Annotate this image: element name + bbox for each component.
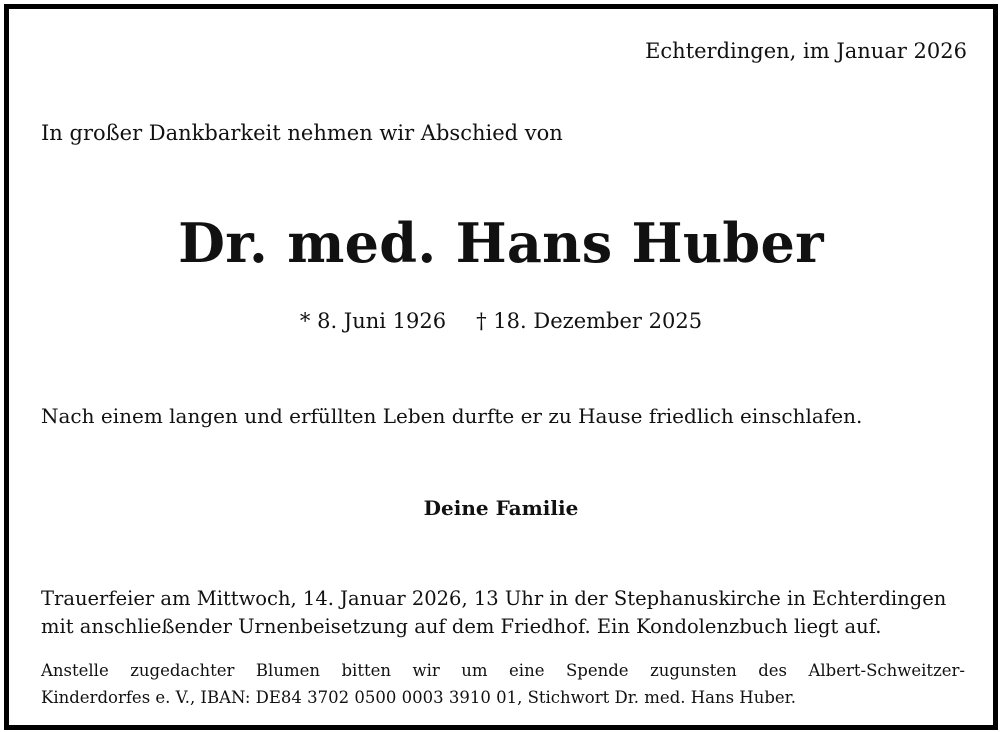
donation-line-1: Anstelle zugedachter Blumen bitten wir um eine Spende zugunsten des Albert-Schweitzer-	[41, 661, 965, 680]
donation-request	[41, 657, 965, 711]
death-date: † 18. Dezember 2025	[476, 309, 703, 333]
intro-text: In großer Dankbarkeit nehmen wir Abschied von	[41, 121, 563, 145]
birth-date: * 8. Juni 1926	[299, 309, 447, 333]
family-signature: Deine Familie	[423, 496, 579, 520]
obituary-frame	[4, 4, 998, 730]
funeral-service-info	[41, 585, 946, 641]
deceased-name: Dr. med. Hans Huber	[178, 211, 824, 275]
service-line-1: Trauerfeier am Mittwoch, 14. Januar 2026, 13 Uhr in der Stephanuskirche in Echterdingen	[41, 587, 947, 610]
life-dates	[9, 309, 993, 333]
service-line-2: mit anschließender Urnenbeisetzung auf dem Friedhof. Ein Kondolenzbuch liegt auf.	[41, 615, 882, 638]
donation-line-2: Kinderdorfes e. V., IBAN: DE84 3702 0500 0003 3910 01, Stichwort Dr. med. Hans Huber.	[41, 688, 796, 707]
place-date: Echterdingen, im Januar 2026	[645, 39, 967, 63]
passing-text: Nach einem langen und erfüllten Leben durfte er zu Hause friedlich einschlafen.	[41, 404, 863, 428]
